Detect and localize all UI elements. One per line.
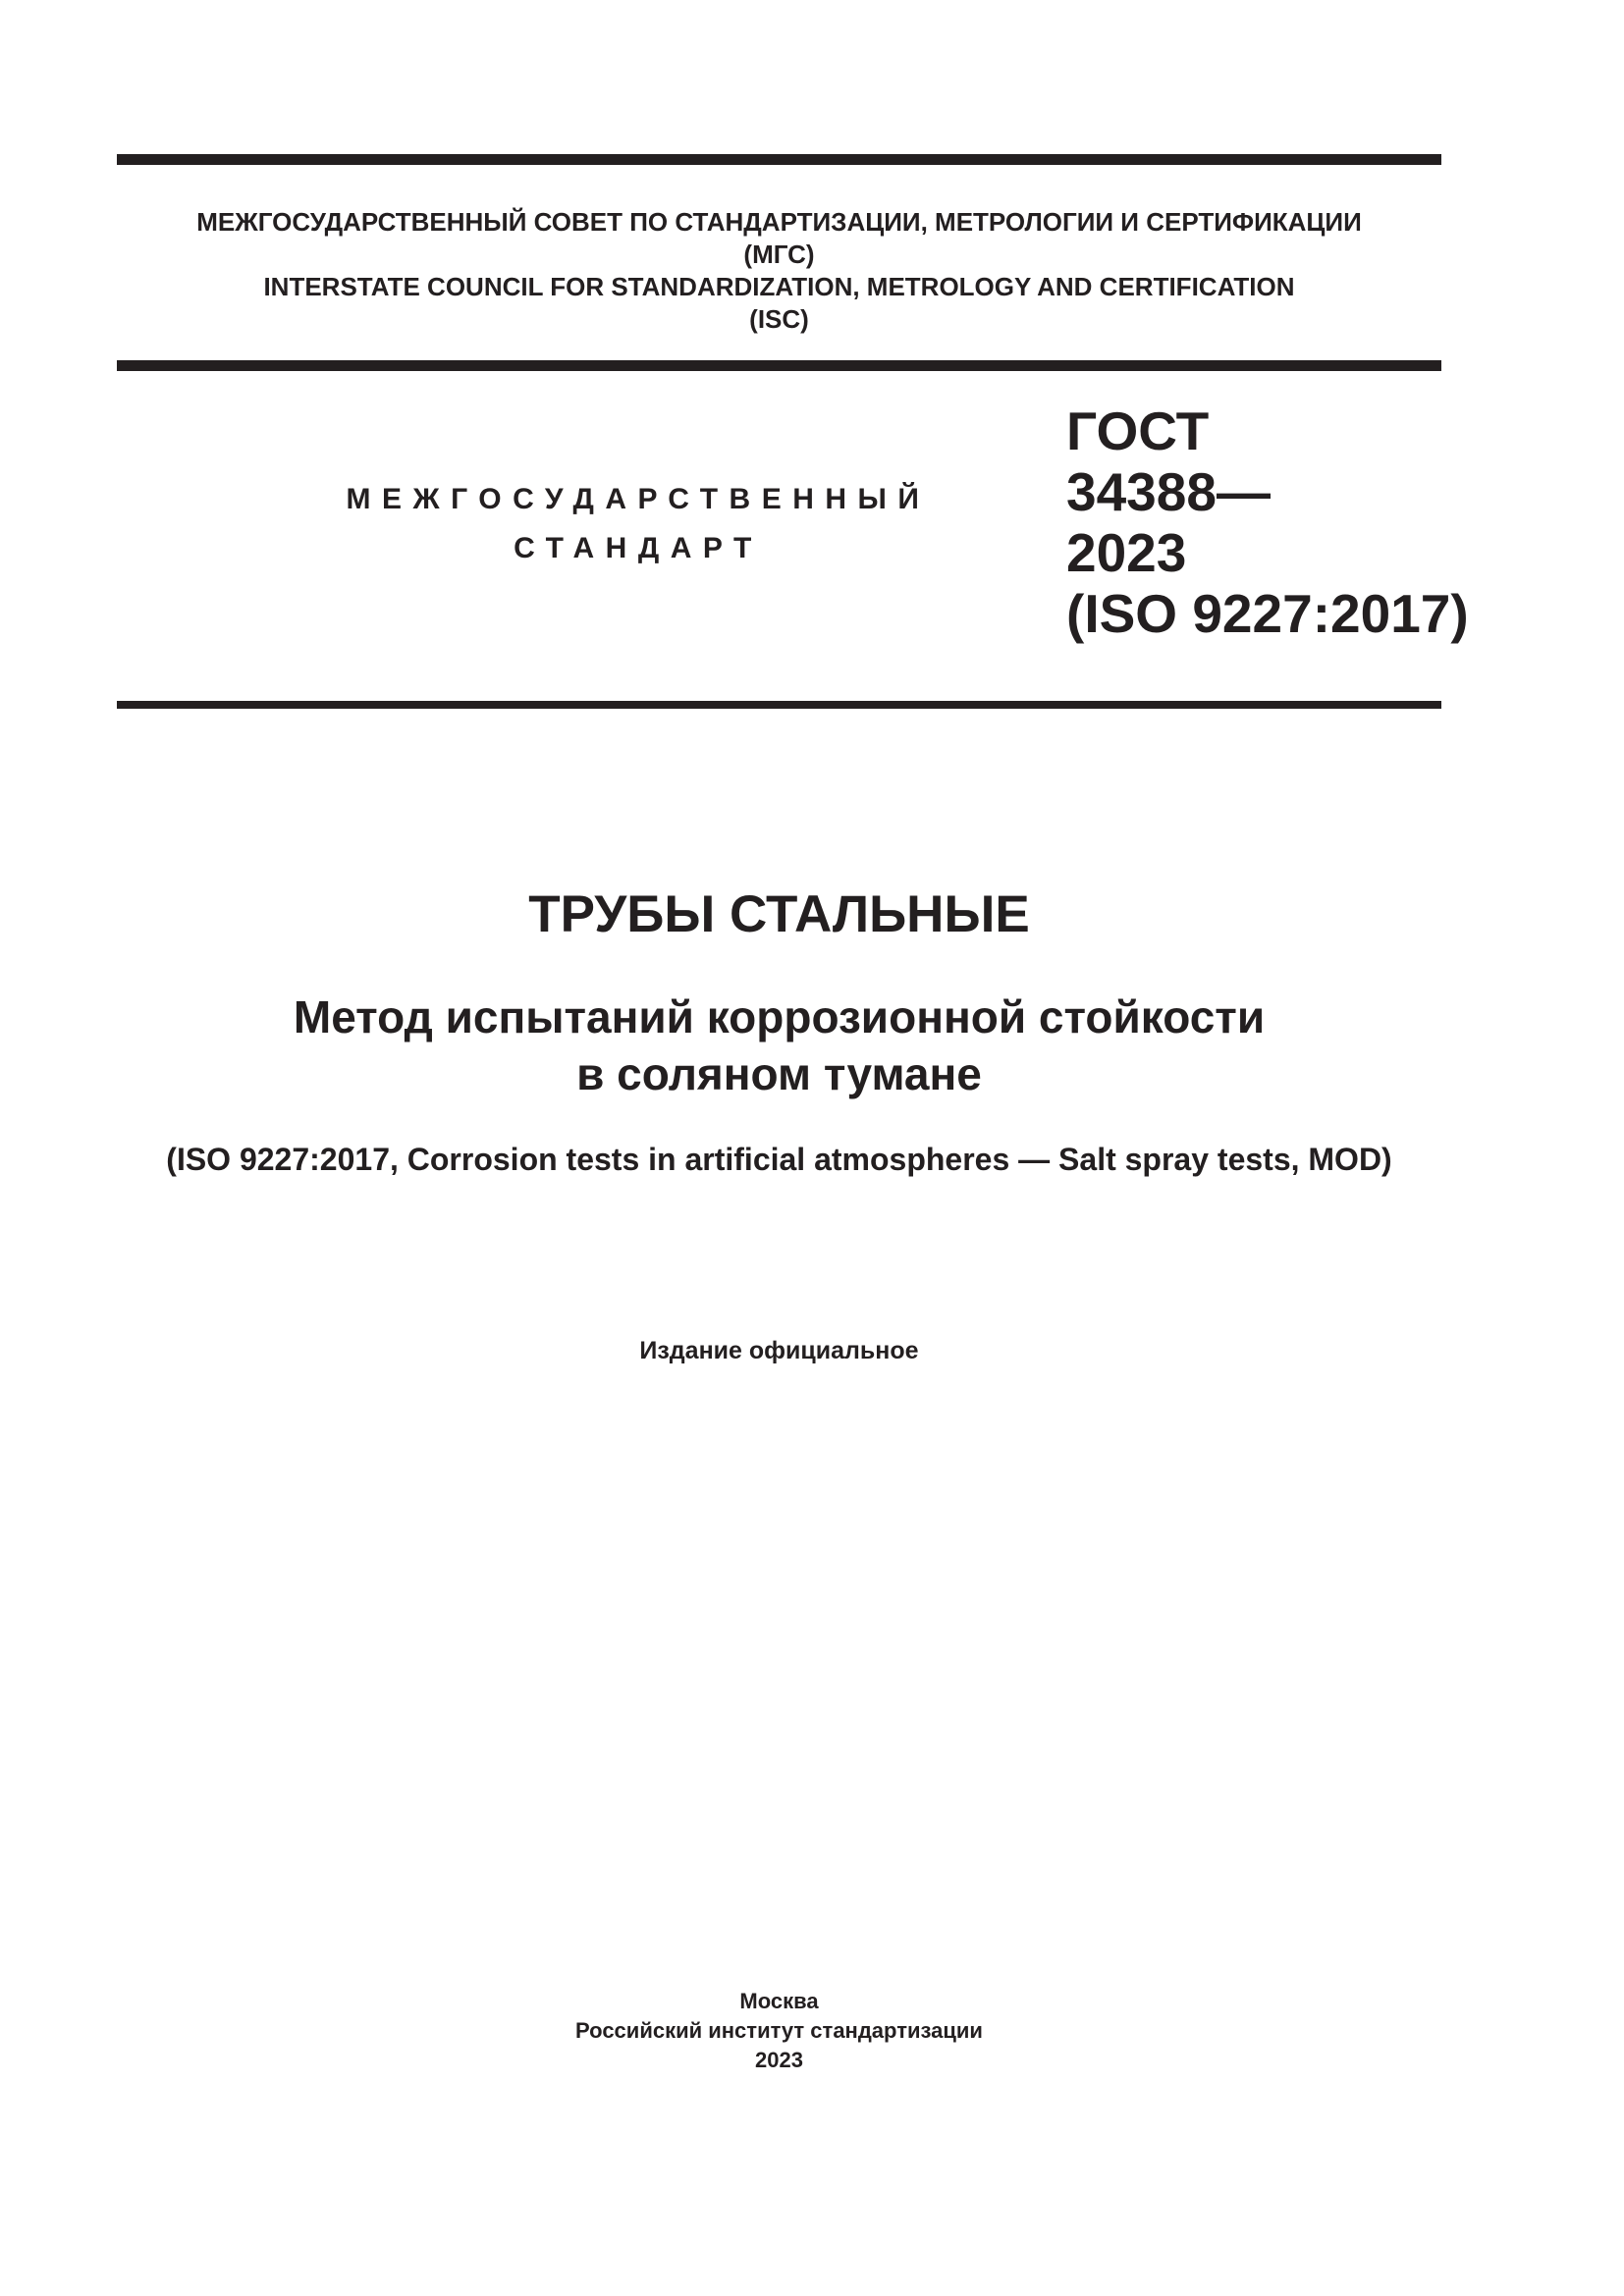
council-en-name: INTERSTATE COUNCIL FOR STANDARDIZATION, METROLOGY AND CERTIFICATION (263, 272, 1295, 301)
subtitle-line2: в соляном тумане (576, 1048, 982, 1099)
document-subtitle (117, 988, 1441, 1102)
designation-prefix: ГОСТ (1066, 400, 1210, 461)
header-bottom-rule (117, 701, 1441, 709)
council-en-abbr: (ISC) (749, 304, 809, 334)
designation-number: 34388— (1066, 461, 1271, 522)
edition-note: Издание официальное (639, 1337, 919, 1364)
imprint-city: Москва (739, 1989, 819, 2013)
council-ru-name: МЕЖГОСУДАРСТВЕННЫЙ СОВЕТ ПО СТАНДАРТИЗАЦИИ, МЕТРОЛОГИИ И СЕРТИФИКАЦИИ (196, 207, 1362, 237)
iso-reference: (ISO 9227:2017, Corrosion tests in artificial atmospheres — Salt spray tests, MOD) (166, 1142, 1392, 1177)
imprint-publisher: Российский институт стандартизации (575, 2018, 983, 2043)
council-ru-abbr: (МГС) (743, 240, 815, 269)
header-top-rule (117, 154, 1441, 165)
standard-kind-line1: МЕЖГОСУДАРСТВЕННЫЙ (346, 483, 931, 515)
designation-year: 2023 (1066, 522, 1187, 583)
standard-designation (1066, 400, 1469, 644)
imprint (117, 1987, 1441, 2075)
header-middle-rule (117, 360, 1441, 371)
standard-kind-line2: СТАНДАРТ (514, 532, 763, 564)
subtitle-line1: Метод испытаний коррозионной стойкости (293, 991, 1266, 1042)
council-header (117, 206, 1441, 336)
document-title: ТРУБЫ СТАЛЬНЫЕ (528, 885, 1030, 943)
designation-iso: (ISO 9227:2017) (1066, 583, 1469, 644)
imprint-year: 2023 (755, 2048, 803, 2072)
standard-kind (295, 475, 982, 573)
